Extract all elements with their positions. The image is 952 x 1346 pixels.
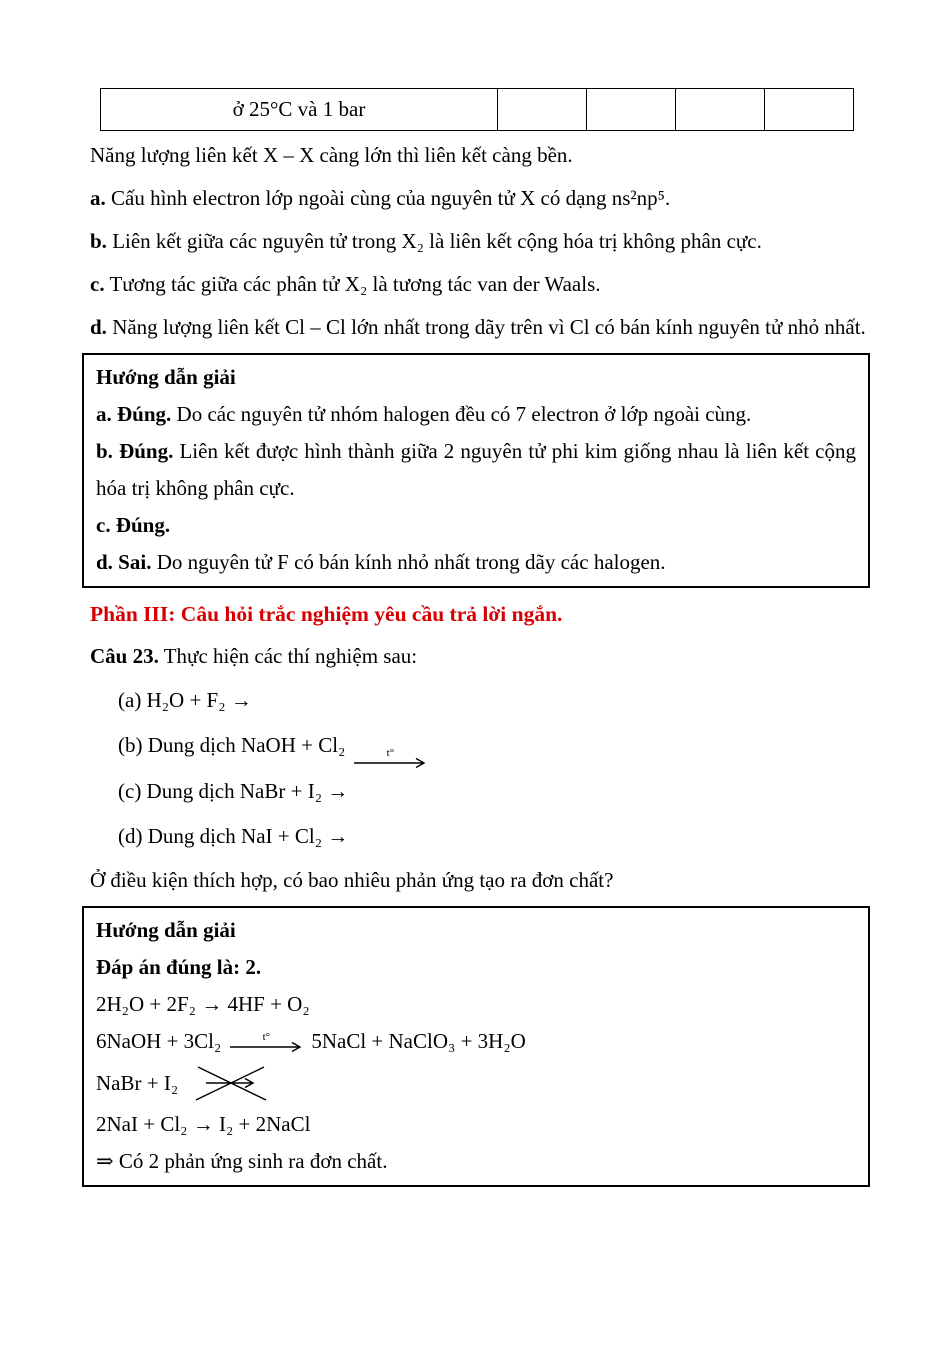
solution1-title: [96, 359, 856, 396]
statement-b-text: Liên kết giữa các nguyên tử trong X₂ là liên kết cộng hóa trị không phân cực.: [106, 229, 762, 253]
solution1-item-b: [96, 433, 856, 507]
experiment-b: [90, 723, 870, 769]
no-reaction-arrow-icon: [188, 1062, 274, 1104]
statement-d-label: d.: [90, 315, 107, 339]
statement-c-label: c.: [90, 272, 105, 296]
statement-a: [90, 177, 870, 220]
equation-3-lhs: NaBr + I₂: [96, 1071, 179, 1095]
solution1-item-a: [96, 396, 856, 433]
equation-3: [96, 1060, 856, 1106]
solution2-conclusion: ⇒ Có 2 phản ứng sinh ra đơn chất.: [96, 1149, 388, 1173]
statement-d-text: Năng lượng liên kết Cl – Cl lớn nhất trong dãy trên vì Cl có bán kính nguyên tử nhỏ nhất.: [106, 315, 866, 339]
equation-2: [96, 1023, 856, 1060]
intro-text: Năng lượng liên kết X – X càng lớn thì liên kết càng bền.: [90, 143, 573, 167]
bond-energy-table: [100, 88, 854, 131]
question-23-text: Thực hiện các thí nghiệm sau:: [158, 644, 418, 668]
statement-a-label: a.: [90, 186, 106, 210]
equation-1-text: 2H₂O + 2F₂ → 4HF + O₂: [96, 992, 310, 1016]
solution1-item-d: [96, 544, 856, 581]
solution2-answer: [96, 949, 856, 986]
experiment-d: (d) Dung dịch NaI + Cl₂ →: [118, 824, 349, 848]
solution1-item-a-text: Do các nguyên tử nhóm halogen đều có 7 electron ở lớp ngoài cùng.: [171, 402, 752, 426]
equation-4: [96, 1106, 856, 1143]
arrow-condition-label: t°: [386, 747, 395, 759]
table-row: [101, 89, 854, 131]
statement-c: [90, 263, 870, 306]
arrow-condition-label: t°: [262, 1030, 271, 1043]
solution2-title-text: Hướng dẫn giải: [96, 918, 236, 942]
solution1-item-b-text: Liên kết được hình thành giữa 2 nguyên tử phi kim giống nhau là liên kết cộng hóa trị không phân cực.: [96, 439, 856, 500]
solution1-title-text: Hướng dẫn giải: [96, 365, 236, 389]
equation-4-text: 2NaI + Cl₂ → I₂ + 2NaCl: [96, 1112, 311, 1136]
statement-c-text: Tương tác giữa các phân tử X₂ là tương tác van der Waals.: [104, 272, 601, 296]
experiment-b-text: (b) Dung dịch NaOH + Cl₂: [118, 733, 346, 757]
statement-d: [90, 306, 870, 349]
table-cell-condition: ở 25°C và 1 bar: [101, 89, 498, 131]
equation-2-rhs: 5NaCl + NaClO₃ + 3H₂O: [311, 1029, 526, 1053]
experiment-a: (a) H₂O + F₂ →: [118, 688, 252, 712]
solution2-title: [96, 912, 856, 949]
question-23-label: Câu 23.: [90, 644, 159, 668]
solution-box-1: [82, 353, 870, 588]
section-heading: Phần III: Câu hỏi trắc nghiệm yêu cầu trả lời ngắn.: [90, 602, 563, 626]
reaction-condition-arrow-icon: [229, 1031, 303, 1053]
statement-b-label: b.: [90, 229, 107, 253]
statement-a-text: Cấu hình electron lớp ngoài cùng của nguyên tử X có dạng ns²np⁵.: [105, 186, 671, 210]
solution2-answer-text: Đáp án đúng là: 2.: [96, 955, 262, 979]
table-cell-empty: [587, 89, 676, 131]
reaction-condition-arrow-icon: [353, 747, 427, 769]
table-cell-empty: [676, 89, 765, 131]
solution1-item-c: [96, 507, 856, 544]
solution1-item-d-label: d. Sai.: [96, 550, 152, 574]
question-23: [90, 635, 870, 678]
table-cell-empty: [498, 89, 587, 131]
equation-2-lhs: 6NaOH + 3Cl₂: [96, 1029, 222, 1053]
statement-b: [90, 220, 870, 263]
solution1-item-a-label: a. Đúng.: [96, 402, 172, 426]
solution1-item-b-label: b. Đúng.: [96, 439, 174, 463]
question-footer: Ở điều kiện thích hợp, có bao nhiêu phản ứng tạo ra đơn chất?: [90, 868, 614, 892]
solution1-item-d-text: Do nguyên tử F có bán kính nhỏ nhất trong dãy các halogen.: [151, 550, 666, 574]
solution1-item-c-label: c. Đúng.: [96, 513, 171, 537]
solution-box-2: [82, 906, 870, 1187]
table-cell-empty: [765, 89, 854, 131]
equation-1: [96, 986, 856, 1023]
experiment-c: (c) Dung dịch NaBr + I₂ →: [118, 779, 349, 803]
